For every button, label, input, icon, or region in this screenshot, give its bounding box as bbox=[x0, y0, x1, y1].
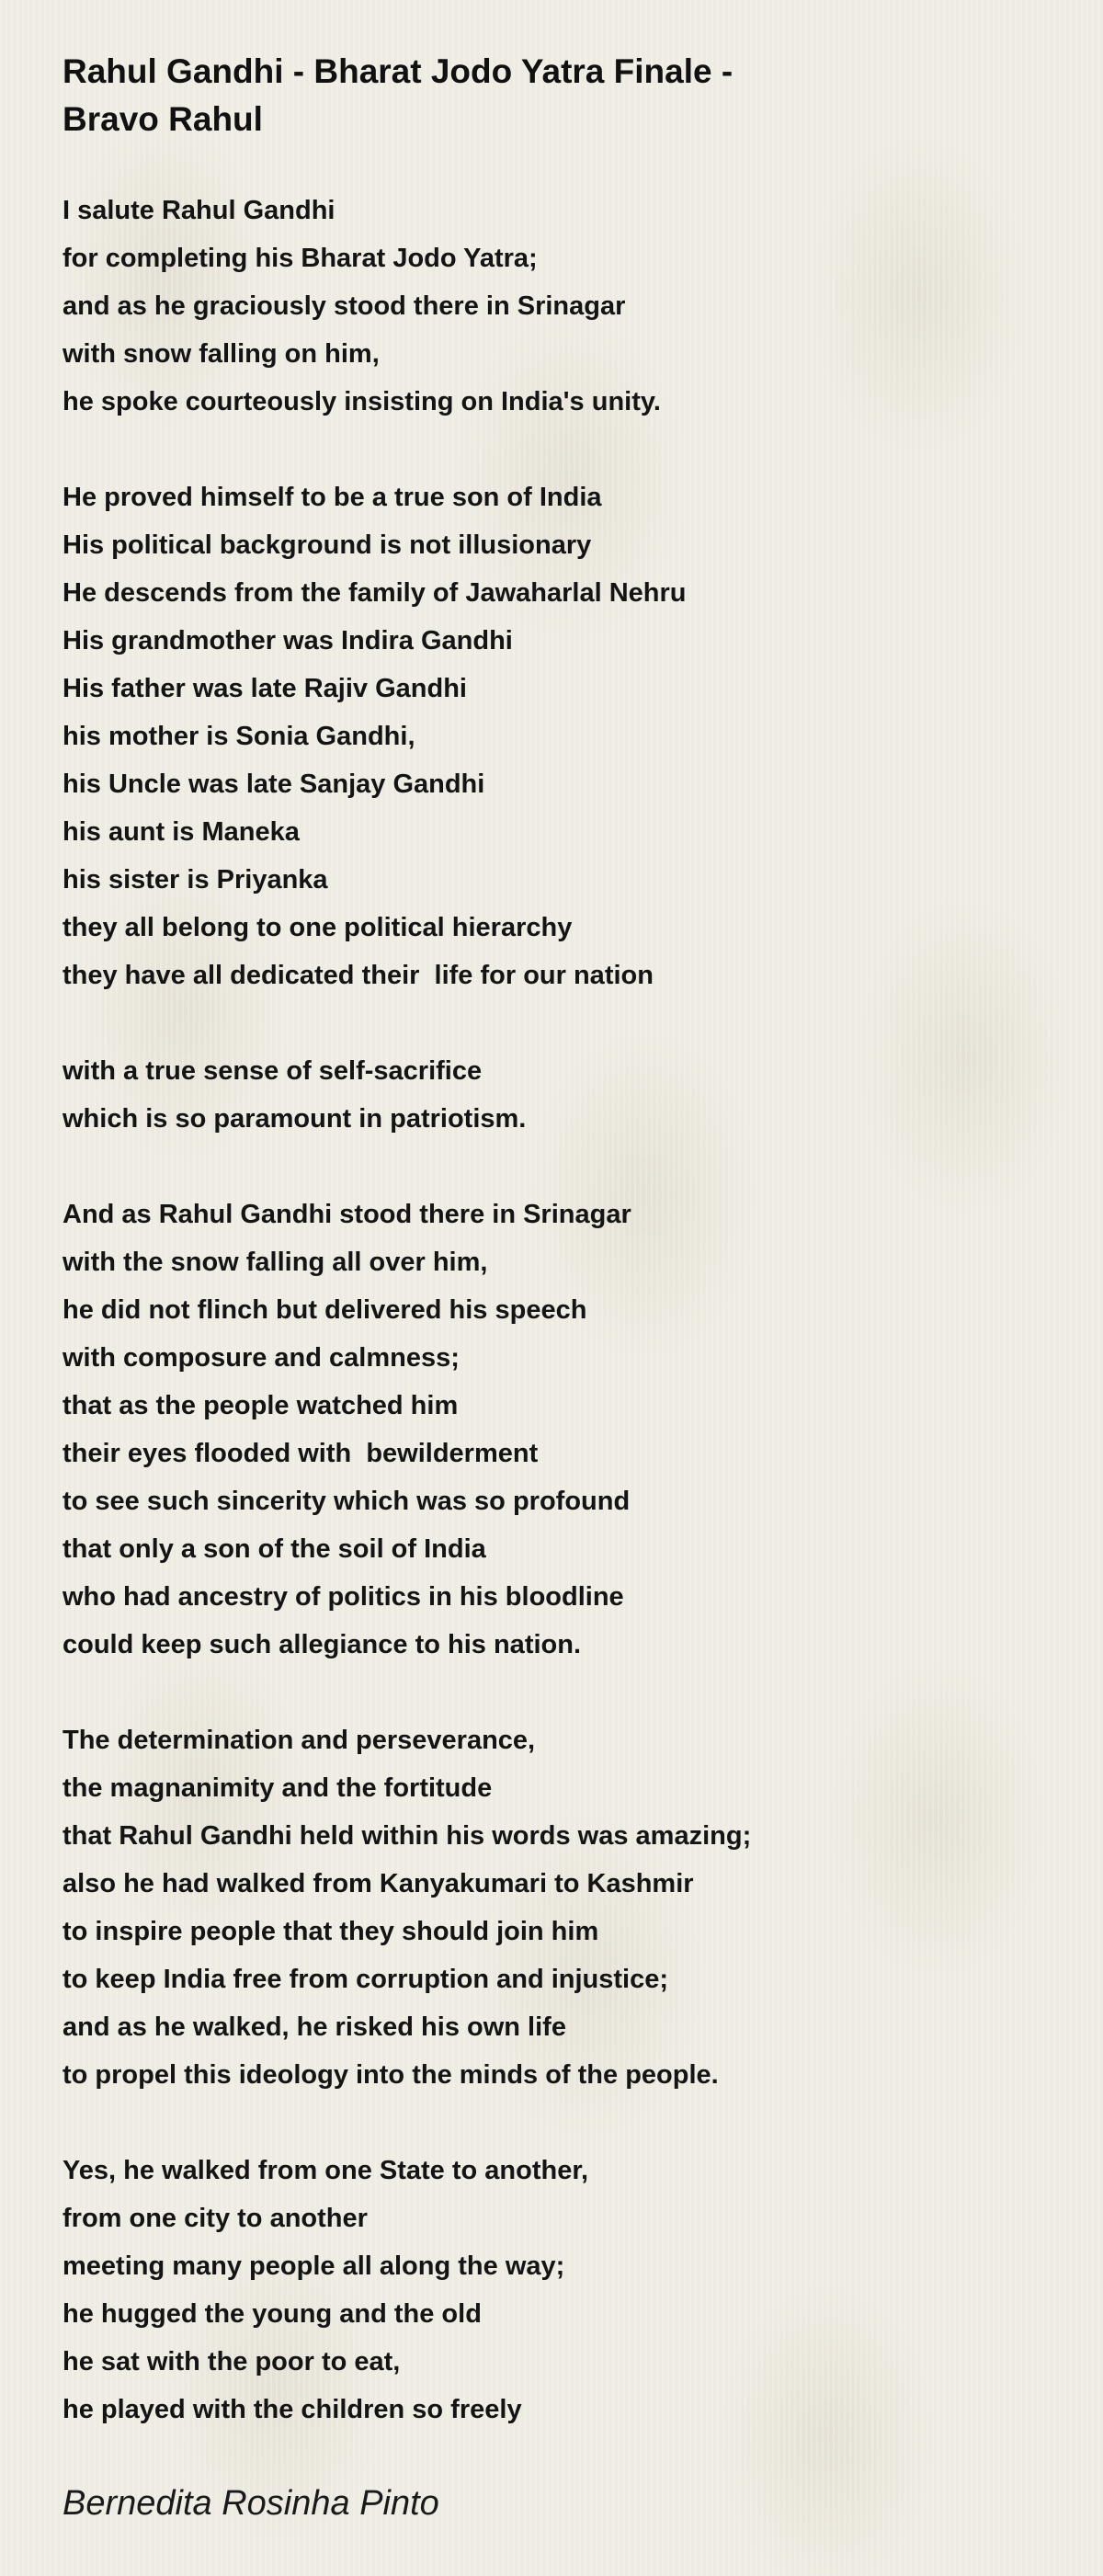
poem-line: The determination and perseverance, bbox=[63, 1726, 536, 1755]
poem-stanza bbox=[63, 2147, 1055, 2434]
poem-line: their eyes flooded with bewilderment bbox=[63, 1439, 539, 1468]
poem-stanza bbox=[63, 1716, 1055, 2099]
poem-line: his aunt is Maneka bbox=[63, 817, 300, 847]
poem-line: Yes, he walked from one State to another, bbox=[63, 2156, 589, 2185]
poem-stanza bbox=[63, 1047, 1055, 1143]
poem-line: he did not flinch but delivered his speech bbox=[63, 1295, 587, 1325]
poem-line: and as he graciously stood there in Srinagar bbox=[63, 291, 626, 321]
poem-line: his Uncle was late Sanjay Gandhi bbox=[63, 769, 485, 799]
poem-line: which is so paramount in patriotism. bbox=[63, 1104, 527, 1134]
poem-line: and as he walked, he risked his own life bbox=[63, 2012, 566, 2042]
poem-stanza bbox=[63, 1191, 1055, 1669]
poem-line: from one city to another bbox=[63, 2204, 368, 2233]
poem-title-line-2: Bravo Rahul bbox=[63, 100, 263, 138]
poem-line: meeting many people all along the way; bbox=[63, 2251, 565, 2281]
poem-line: to inspire people that they should join him bbox=[63, 1917, 599, 1946]
poem-line: could keep such allegiance to his nation. bbox=[63, 1630, 582, 1659]
poem-line: he played with the children so freely bbox=[63, 2395, 522, 2424]
poem-line: And as Rahul Gandhi stood there in Srinagar bbox=[63, 1200, 631, 1229]
poem-line: with snow falling on him, bbox=[63, 339, 380, 369]
stanza-break bbox=[63, 1143, 1055, 1191]
poem-stanza bbox=[63, 187, 1055, 426]
poem-line: with the snow falling all over him, bbox=[63, 1248, 488, 1277]
poem-line: to keep India free from corruption and injustice; bbox=[63, 1965, 669, 1994]
poem-line: he sat with the poor to eat, bbox=[63, 2347, 401, 2377]
poem-line: He descends from the family of Jawaharlal Nehru bbox=[63, 578, 687, 608]
poem-line: his mother is Sonia Gandhi, bbox=[63, 722, 415, 751]
poem-line: with composure and calmness; bbox=[63, 1343, 460, 1373]
poem-line: he spoke courteously insisting on India's unity. bbox=[63, 387, 661, 416]
poem-line: His political background is not illusionary bbox=[63, 530, 592, 560]
poem-line: for completing his Bharat Jodo Yatra; bbox=[63, 244, 538, 273]
poem-stanza bbox=[63, 473, 1055, 999]
poem-line: to see such sincerity which was so profound bbox=[63, 1487, 631, 1516]
stanza-break bbox=[63, 2099, 1055, 2147]
poem-line: they all belong to one political hierarchy bbox=[63, 913, 573, 942]
poem-line: He proved himself to be a true son of India bbox=[63, 483, 602, 512]
poem-line: I salute Rahul Gandhi bbox=[63, 196, 335, 225]
poem-line: the magnanimity and the fortitude bbox=[63, 1773, 493, 1803]
poem-line: His grandmother was Indira Gandhi bbox=[63, 626, 513, 655]
poem-line: who had ancestry of politics in his bloodline bbox=[63, 1582, 624, 1612]
stanza-break bbox=[63, 999, 1055, 1047]
poem-line: His father was late Rajiv Gandhi bbox=[63, 674, 467, 703]
poem-line: that only a son of the soil of India bbox=[63, 1534, 486, 1564]
poem-line: also he had walked from Kanyakumari to Kashmir bbox=[63, 1869, 694, 1898]
poem-author: Bernedita Rosinha Pinto bbox=[63, 2484, 439, 2523]
poem-line: he hugged the young and the old bbox=[63, 2299, 482, 2329]
poem-line: to propel this ideology into the minds of the people. bbox=[63, 2060, 719, 2090]
poem-line: with a true sense of self-sacrifice bbox=[63, 1056, 483, 1086]
poem-body bbox=[63, 187, 1055, 2434]
poem-line: that Rahul Gandhi held within his words was amazing; bbox=[63, 1821, 752, 1851]
poem-title-line-1: Rahul Gandhi - Bharat Jodo Yatra Finale - bbox=[63, 52, 733, 90]
poem-line: his sister is Priyanka bbox=[63, 865, 328, 895]
stanza-break bbox=[63, 1669, 1055, 1716]
poem-line: that as the people watched him bbox=[63, 1391, 459, 1420]
stanza-break bbox=[63, 426, 1055, 473]
poem-line: they have all dedicated their life for our nation bbox=[63, 961, 654, 990]
poem-title bbox=[63, 48, 1037, 143]
